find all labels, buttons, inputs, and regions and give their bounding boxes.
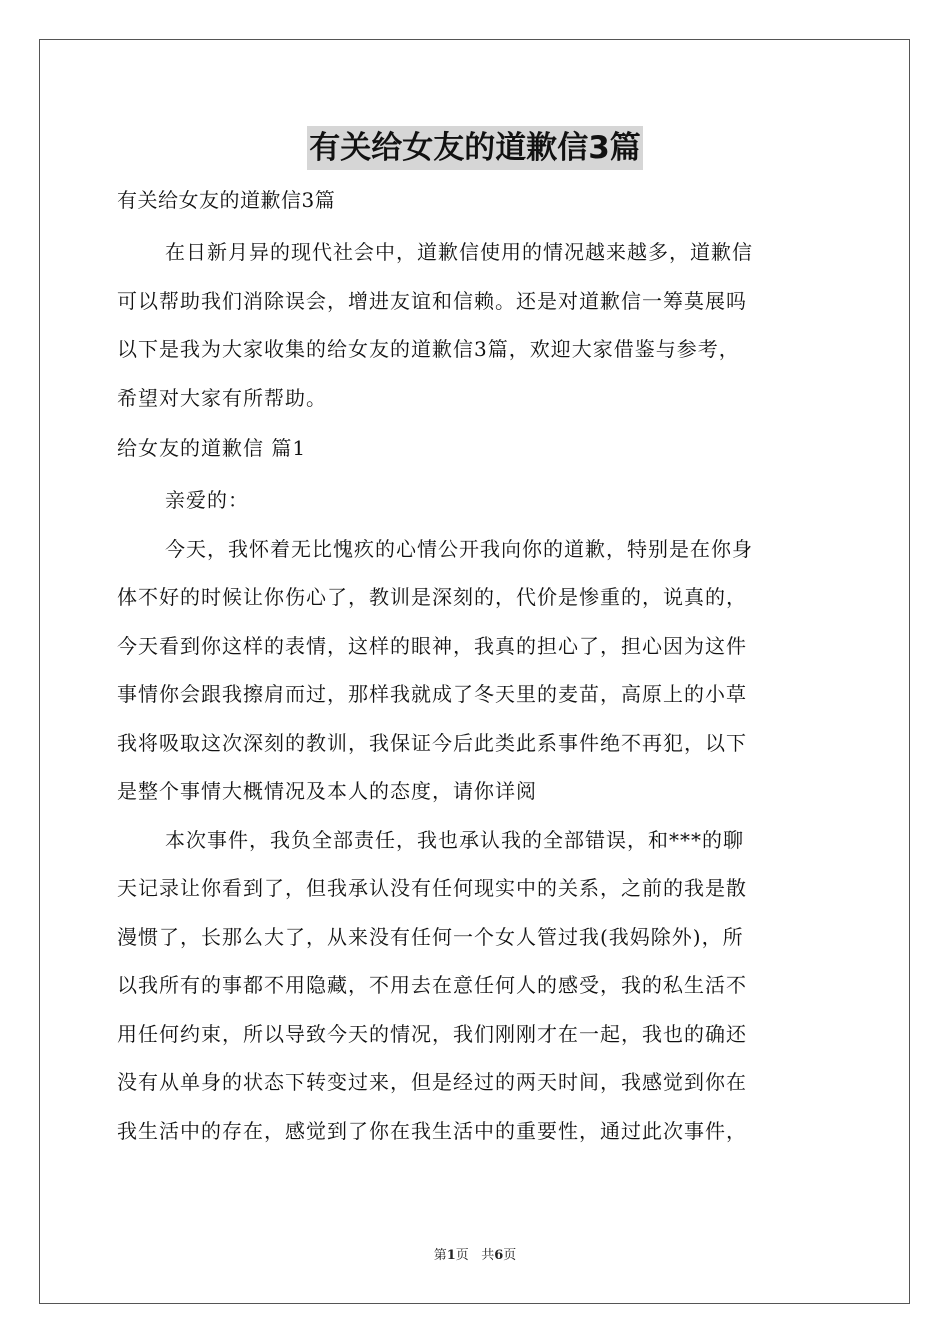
intro-line: 以下是我为大家收集的给女友的道歉信3篇，欢迎大家借鉴与参考，: [117, 337, 740, 361]
paragraph-line: 事情你会跟我擦肩而过，那样我就成了冬天里的麦苗，高原上的小草: [117, 682, 747, 706]
paragraph-line: 没有从单身的状态下转变过来，但是经过的两天时间，我感觉到你在: [117, 1070, 747, 1094]
page-total-suffix: 页: [503, 1248, 517, 1263]
paragraph-line: 我生活中的存在，感觉到了你在我生活中的重要性，通过此次事件，: [117, 1118, 747, 1143]
document-subtitle: 有关给女友的道歉信3篇: [117, 188, 336, 212]
body-paragraph-2: [117, 816, 837, 1156]
intro-line: 希望对大家有所帮助。: [117, 385, 327, 410]
salutation: 亲爱的：: [165, 488, 249, 512]
intro-paragraph: [117, 228, 837, 422]
page-number-current: 1: [446, 1248, 456, 1263]
page-footer: [0, 1247, 950, 1265]
intro-line: 在日新月异的现代社会中，道歉信使用的情况越来越多，道歉信: [165, 240, 753, 264]
section-heading: 给女友的道歉信 篇1: [117, 436, 307, 460]
page-total-prefix: 共: [481, 1248, 495, 1263]
document-title: 有关给女友的道歉信3篇: [307, 126, 643, 170]
document-body: [117, 180, 837, 1155]
salutation-paragraph: [117, 476, 837, 525]
body-paragraph-1: [117, 525, 837, 816]
page-number-prefix: 第: [433, 1248, 447, 1263]
paragraph-line: 以我所有的事都不用隐藏，不用去在意任何人的感受，我的私生活不: [117, 973, 747, 997]
paragraph-line: 本次事件，我负全部责任，我也承认我的全部错误，和***的聊: [165, 827, 744, 852]
intro-line: 可以帮助我们消除误会，增进友谊和信赖。还是对道歉信一筹莫展吗: [117, 288, 747, 313]
paragraph-line: 用任何约束，所以导致今天的情况，我们刚刚才在一起，我也的确还: [117, 1021, 747, 1046]
page-number-suffix: 页: [455, 1248, 469, 1263]
paragraph-line: 漫惯了，长那么大了，从来没有任何一个女人管过我(我妈除外)，所: [117, 924, 744, 949]
paragraph-line: 今天，我怀着无比愧疚的心情公开我向你的道歉，特别是在你身: [165, 536, 753, 561]
paragraph-line: 天记录让你看到了，但我承认没有任何现实中的关系，之前的我是散: [117, 876, 747, 900]
title-container: [0, 126, 950, 170]
paragraph-line: 今天看到你这样的表情，这样的眼神，我真的担心了，担心因为这件: [117, 633, 747, 658]
paragraph-line: 体不好的时候让你伤心了，教训是深刻的，代价是惨重的，说真的，: [117, 585, 747, 609]
paragraph-line: 我将吸取这次深刻的教训，我保证今后此类此系事件绝不再犯，以下: [117, 730, 747, 755]
paragraph-line: 是整个事情大概情况及本人的态度，请你详阅: [117, 779, 537, 803]
page-total: 6: [494, 1248, 504, 1263]
